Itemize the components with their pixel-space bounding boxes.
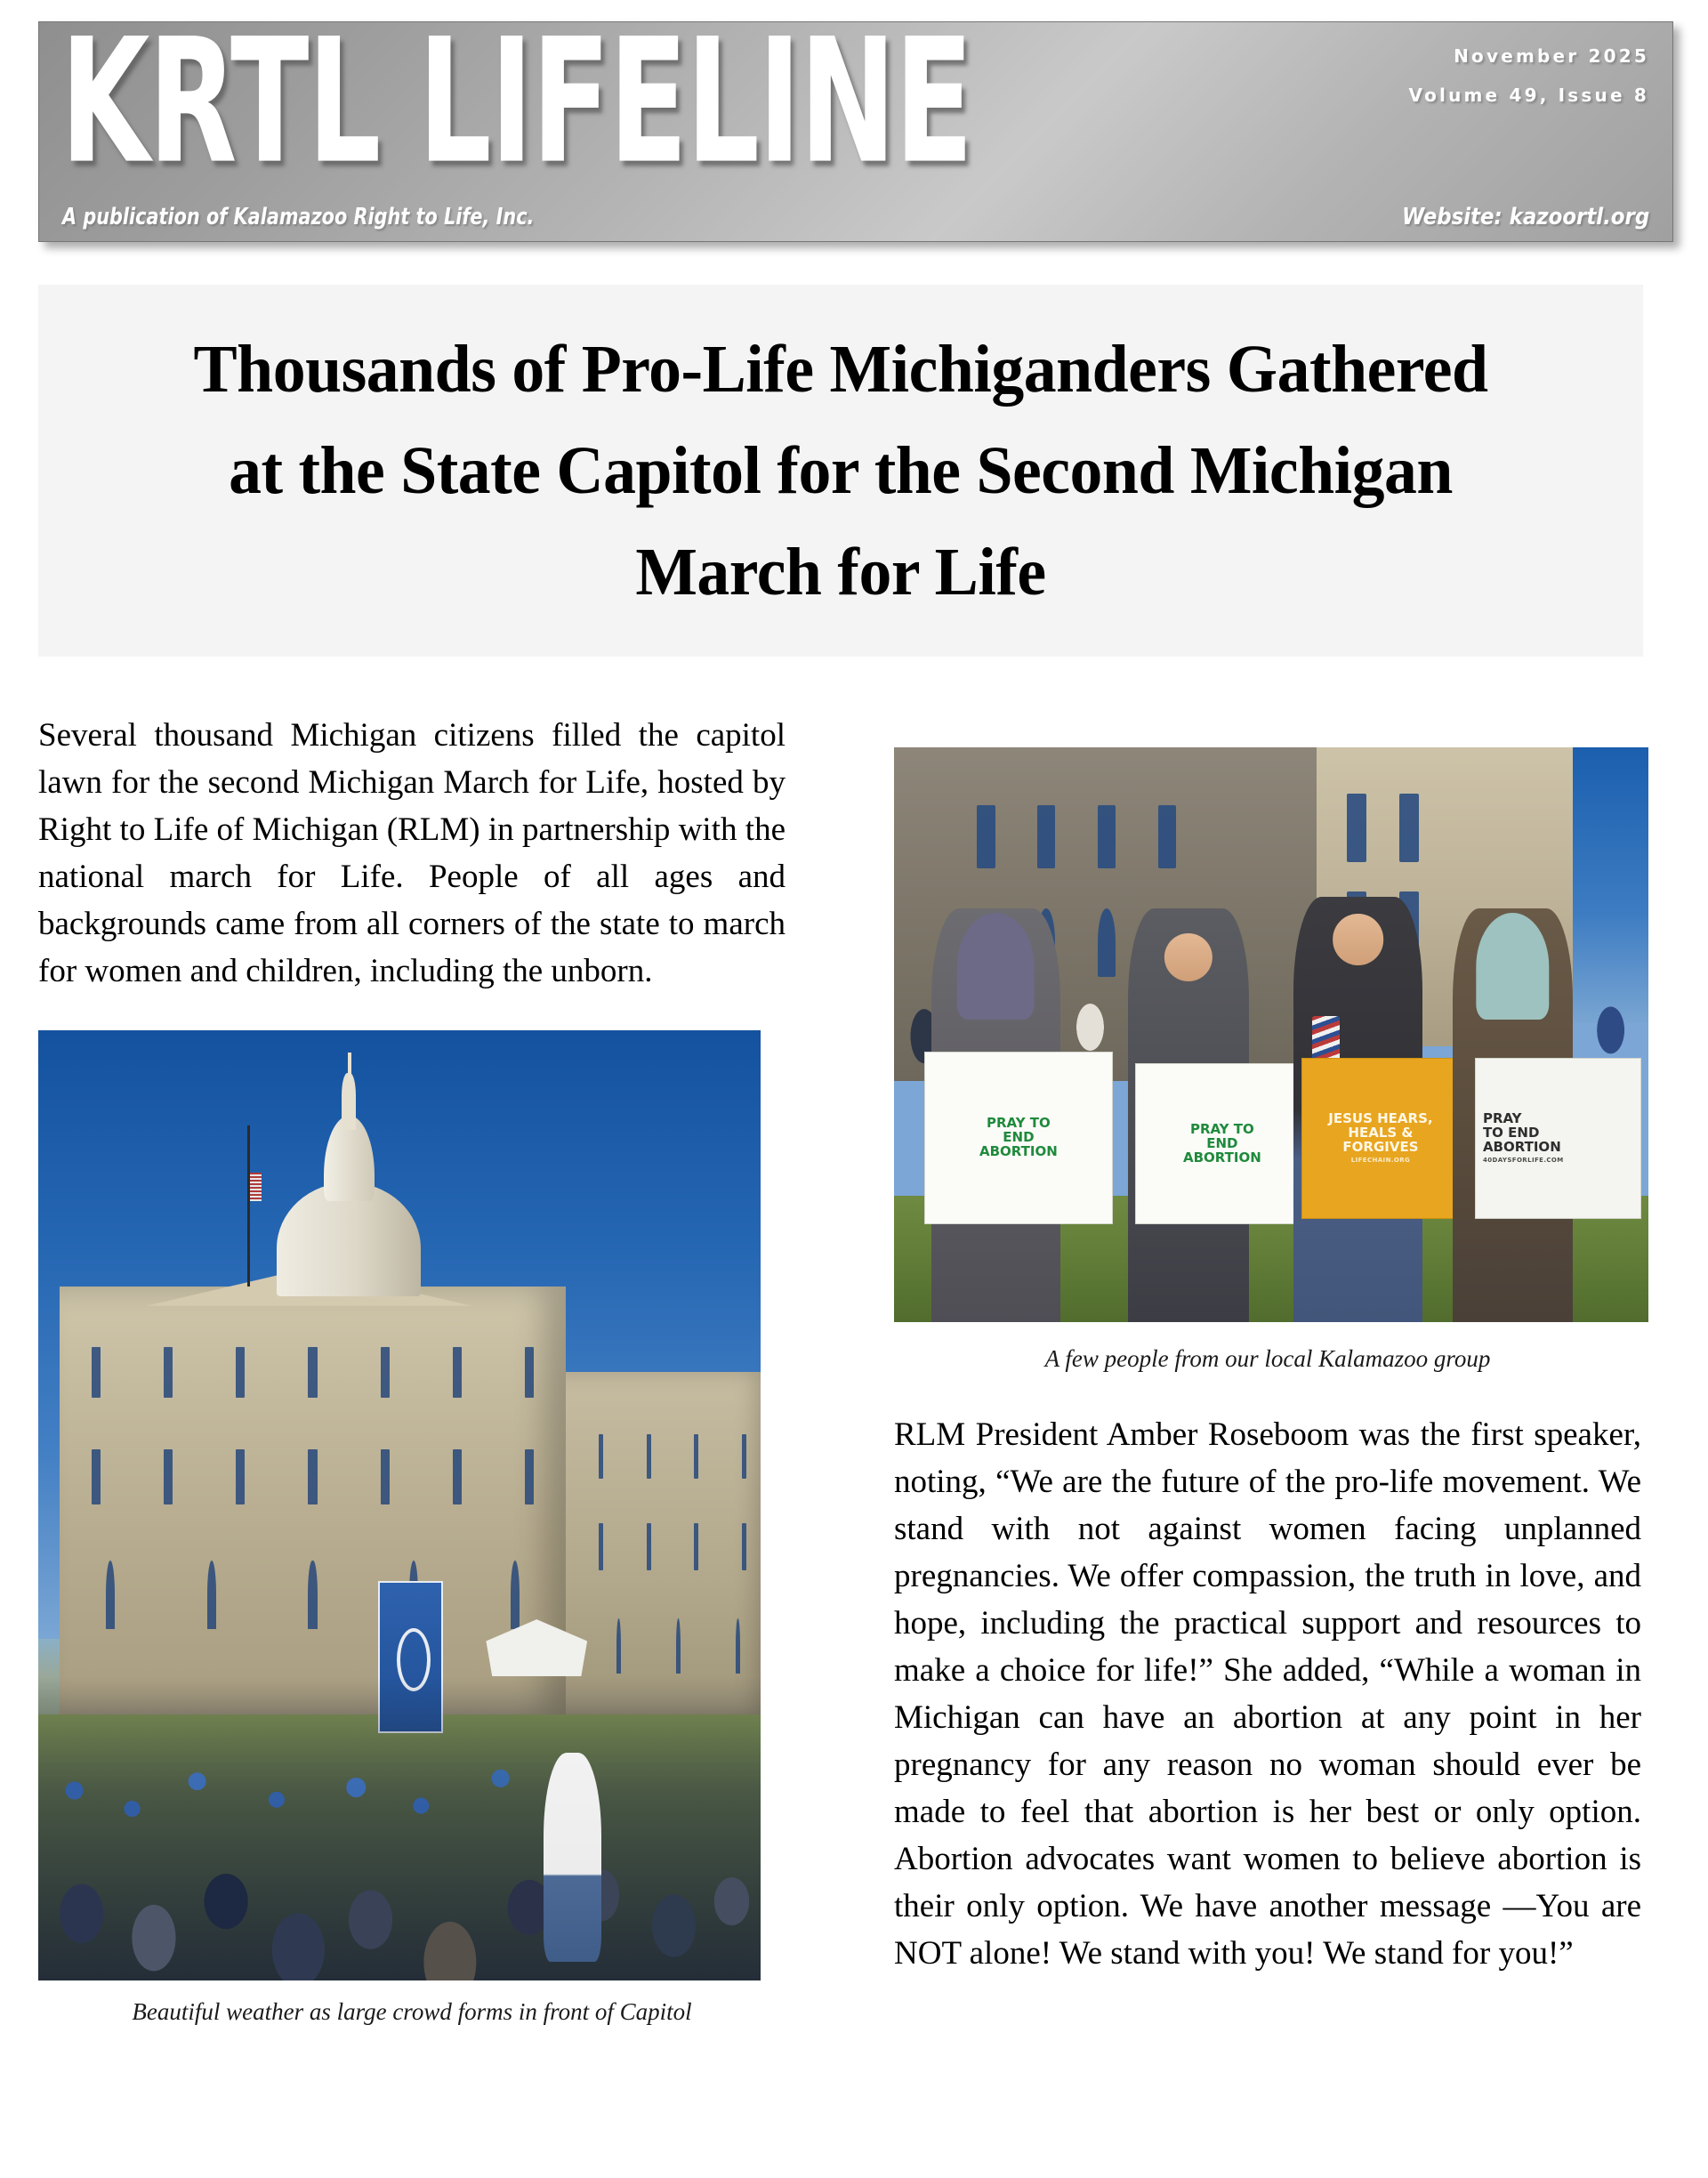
window xyxy=(308,1347,317,1399)
arched-window xyxy=(308,1561,317,1629)
arched-window xyxy=(207,1561,216,1629)
capitol-spire xyxy=(348,1053,351,1081)
window-row xyxy=(60,1449,565,1504)
publication-tagline: A publication of Kalamazoo Right to Life, Inc. xyxy=(62,204,535,230)
window xyxy=(1098,805,1116,868)
sign-jesus-hears-heals-forgives xyxy=(1301,1058,1460,1219)
knit-hat-icon xyxy=(1477,913,1549,1020)
window xyxy=(236,1449,245,1504)
window xyxy=(381,1347,390,1399)
knit-hat-icon xyxy=(957,913,1034,1020)
article-headline: Thousands of Pro-Life Michiganders Gathered at the State Capitol for the Second Michigan March for Life xyxy=(193,332,1488,609)
left-column xyxy=(38,712,786,2027)
window xyxy=(599,1434,603,1479)
window xyxy=(92,1449,101,1504)
right-column xyxy=(894,747,1641,1977)
lead-paragraph: Several thousand Michigan citizens filled the capitol lawn for the second Michigan March for Life, hosted by Right to Life of Michigan (RLM) in partnership with the national march for Life. People of all ages and backgrounds came from all corners of the state to march for women and children, including the unborn. xyxy=(38,717,786,989)
window xyxy=(381,1449,390,1504)
sign-line-3: ABORTION xyxy=(1182,1149,1261,1166)
window xyxy=(1347,794,1366,863)
window xyxy=(453,1449,462,1504)
window xyxy=(742,1434,746,1479)
sign-line-1: PRAY TO xyxy=(1189,1120,1254,1137)
crowd-blue-hats xyxy=(38,1714,761,1867)
sign-pray-to-end-abortion-2 xyxy=(1135,1063,1309,1224)
window xyxy=(164,1449,173,1504)
window xyxy=(599,1523,603,1571)
window xyxy=(742,1523,746,1571)
window xyxy=(647,1434,651,1479)
issue-date: November 2025 xyxy=(1454,45,1649,67)
window xyxy=(525,1449,534,1504)
arched-window xyxy=(616,1618,621,1674)
window xyxy=(977,805,995,868)
publication-website[interactable]: Website: kazoortl.org xyxy=(1401,204,1649,230)
sign-line-1: PRAY xyxy=(1482,1109,1522,1126)
sign-line-2: HEALS & xyxy=(1348,1124,1414,1141)
window xyxy=(453,1347,462,1399)
capitol-photo xyxy=(38,1030,761,1980)
issue-meta xyxy=(1408,36,1649,115)
window xyxy=(236,1347,245,1399)
face xyxy=(1164,933,1213,981)
window xyxy=(164,1347,173,1399)
window xyxy=(1037,805,1055,868)
sign-line-1: JESUS HEARS, xyxy=(1328,1109,1433,1126)
window xyxy=(694,1434,698,1479)
sign-line-1: PRAY TO xyxy=(987,1115,1051,1132)
flagpole xyxy=(247,1125,250,1287)
face xyxy=(1333,914,1384,965)
capitol-lantern xyxy=(342,1073,356,1130)
window xyxy=(647,1523,651,1571)
window-row xyxy=(60,1347,565,1399)
arched-window xyxy=(511,1561,520,1629)
masthead-banner xyxy=(38,21,1673,242)
sign-pray-to-end-abortion-1 xyxy=(924,1052,1113,1224)
arched-window xyxy=(676,1618,681,1674)
window xyxy=(525,1347,534,1399)
window xyxy=(1158,805,1176,868)
headline-band xyxy=(38,285,1643,657)
quote-paragraph: RLM President Amber Roseboom was the first speaker, noting, “We are the future of the pro-life movement. We stand with not against women facing unplanned pregnancies. We offer compassion, the truth in love, and hope, including the practical support and resources to make a choice for life!” She added, “While a woman in Michigan can have an abortion at any point in her pregnancy for any reason no woman should ever be made to feel that abortion is her best or only option. Abortion advocates want women to believe abortion is their only option. We have another message —You are NOT alone! We stand with you! We stand for you!” xyxy=(894,1416,1641,1972)
group-photo xyxy=(894,747,1648,1322)
us-flag xyxy=(250,1173,262,1201)
publication-title: KRTL LIFELINE xyxy=(60,21,972,202)
window xyxy=(694,1523,698,1571)
person-in-white-coat xyxy=(544,1753,601,1962)
sign-line-3: FORGIVES xyxy=(1342,1138,1419,1155)
sign-pray-to-end-abortion-3 xyxy=(1475,1058,1641,1219)
sign-line-2: END xyxy=(1003,1129,1035,1146)
window-row xyxy=(60,1561,565,1629)
group-photo-caption: A few people from our local Kalamazoo group xyxy=(1044,1345,1491,1372)
sign-line-2: TO END xyxy=(1482,1124,1540,1141)
sign-url: 40DAYSFORLIFE.COM xyxy=(1482,1157,1564,1165)
sign-line-3: ABORTION xyxy=(1482,1138,1561,1155)
issue-volume: Volume 49, Issue 8 xyxy=(1408,85,1649,106)
window xyxy=(1399,794,1419,863)
window xyxy=(92,1347,101,1399)
sign-line-2: END xyxy=(1206,1134,1238,1151)
arched-window xyxy=(106,1561,115,1629)
window xyxy=(308,1449,317,1504)
arched-window xyxy=(736,1618,740,1674)
sign-url: LIFECHAIN.ORG xyxy=(1350,1157,1411,1165)
sign-line-3: ABORTION xyxy=(979,1143,1058,1160)
capitol-photo-caption: Beautiful weather as large crowd forms in front of Capitol xyxy=(132,1998,692,2025)
